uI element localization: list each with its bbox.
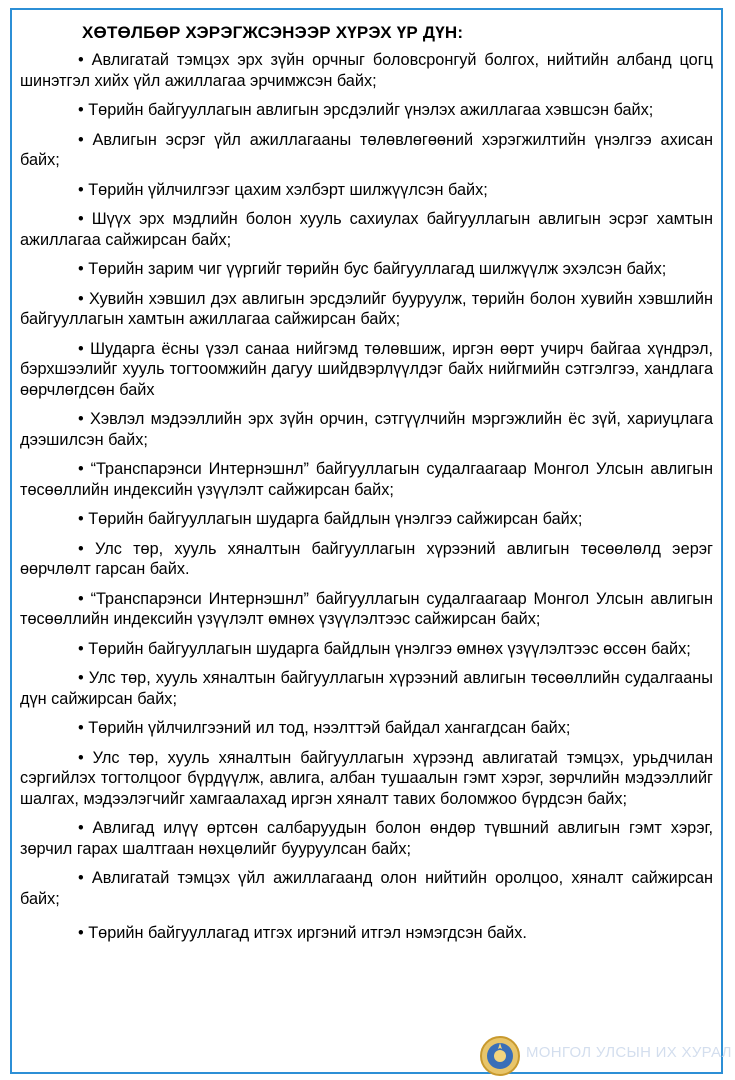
bullet-icon: • — [78, 589, 84, 608]
list-item-text: “Транспарэнси Интернэшнл” байгууллагын судалгаагаар Монгол Улсын авлигын төсөөллийн индексийн үзүүлэлт өмнөх үзүүлэлтээс сайжирсан байх; — [20, 589, 713, 628]
document-frame — [10, 8, 723, 1074]
bullet-icon: • — [78, 819, 84, 837]
bullet-icon: • — [78, 669, 84, 687]
list-item — [20, 130, 713, 171]
list-item-text: Төрийн үйлчилгээний ил тод, нээлттэй байдал хангагдсан байх; — [88, 719, 571, 737]
list-item — [20, 923, 713, 944]
list-item-text: Улс төр, хууль хяналтын байгууллагын хүрээний авлигын төсөөлөлд эерэг өөрчлөлт гарсан байх. — [20, 539, 713, 578]
list-item — [20, 409, 713, 450]
list-item-text: Шударга ёсны үзэл санаа нийгэмд төлөвшиж, иргэн өөрт учирч байгаа хүндрэл, бэрхшээлийг хууль тогтоомжийн дагуу шийдвэрлүүлдэг байх нийгмийн сэтгэлгээ, хандлага өөрчлөгдсөн байх — [20, 339, 713, 399]
bullet-icon: • — [78, 130, 84, 149]
list-item — [20, 339, 713, 401]
page-title: ХӨТӨЛБӨР ХЭРЭГЖСЭНЭЭР ХҮРЭХ ҮР ДҮН: — [82, 23, 464, 42]
list-item-text: Хэвлэл мэдээллийн эрх зүйн орчин, сэтгүүлчийн мэргэжлийн ёс зүй, хариуцлага дээшилсэн байх; — [20, 410, 713, 449]
list-item-text: Төрийн байгууллагын авлигын эрсдэлийг үнэлэх ажиллагаа хэвшсэн байх; — [88, 101, 654, 119]
bullet-icon: • — [78, 260, 84, 278]
watermark-text: МОНГОЛ УЛСЫН ИХ ХУРАЛ — [526, 1044, 732, 1061]
bullet-icon: • — [78, 510, 84, 528]
bullet-icon: • — [78, 339, 84, 358]
bullet-icon: • — [78, 410, 84, 428]
list-item — [20, 818, 713, 859]
list-item-text: Авлигад илүү өртсөн салбаруудын болон өндөр түвшний авлигын гэмт хэрэг, зөрчил гарах шалтгаан нөхцөлийг бууруулсан байх; — [20, 819, 713, 858]
list-item — [20, 50, 713, 91]
list-item-text: Төрийн байгууллагын шударга байдлын үнэлгээ өмнөх үзүүлэлтээс өссөн байх; — [88, 639, 691, 658]
list-item-text: Төрийн байгууллагад итгэх иргэний итгэл нэмэгдсэн байх. — [88, 924, 527, 942]
list-item — [20, 180, 713, 201]
list-item-text: Төрийн байгууллагын шударга байдлын үнэлгээ сайжирсан байх; — [88, 510, 583, 528]
bullet-icon: • — [78, 210, 84, 228]
list-item — [20, 259, 713, 280]
list-item-text: Авлигатай тэмцэх үйл ажиллагаанд олон нийтийн оролцоо, хяналт сайжирсан байх; — [20, 869, 713, 908]
bullet-icon: • — [78, 719, 84, 737]
bullet-icon: • — [78, 869, 84, 887]
bullet-icon: • — [78, 289, 84, 308]
bullet-icon: • — [78, 51, 84, 69]
list-item — [20, 289, 713, 330]
list-item-text: Улс төр, хууль хяналтын байгууллагын хүрээний авлигын төсөөллийн судалгааны дүн сайжирсан байх; — [20, 669, 713, 708]
list-item — [20, 209, 713, 250]
bullet-icon: • — [78, 101, 84, 119]
list-item — [20, 718, 713, 739]
list-item-text: Төрийн үйлчилгээг цахим хэлбэрт шилжүүлсэн байх; — [88, 180, 488, 199]
list-item — [20, 748, 713, 810]
list-item — [20, 868, 713, 909]
list-item — [20, 668, 713, 709]
document-content — [20, 22, 713, 953]
bullet-icon: • — [78, 539, 84, 558]
list-item — [20, 509, 713, 530]
list-item-text: Улс төр, хууль хяналтын байгууллагын хүрээнд авлигатай тэмцэх, урьдчилан сэргийлэх тогтолцоог бүрдүүлж, авлига, албан тушаалын гэмт хэрэг, зөрчлийн мэдээллийг шалгах, мэдээлэгчийг хамгаалахад иргэн хяналт тавих боломжоо бүрдсэн байх; — [20, 748, 713, 808]
results-list — [20, 50, 713, 944]
bullet-icon: • — [78, 460, 84, 478]
bullet-icon: • — [78, 639, 84, 658]
bullet-icon: • — [78, 748, 84, 767]
bullet-icon: • — [78, 180, 84, 199]
list-item-text: Төрийн зарим чиг үүргийг төрийн бус байгууллагад шилжүүлж эхэлсэн байх; — [88, 260, 667, 278]
bullet-icon: • — [78, 924, 84, 942]
list-item-text: Авлигын эсрэг үйл ажиллагааны төлөвлөгөөний хэрэгжилтийн үнэлгээ ахисан байх; — [20, 130, 713, 169]
list-item-text: Шүүх эрх мэдлийн болон хууль сахиулах байгууллагын авлигын эсрэг хамтын ажиллагаа сайжирсан байх; — [20, 210, 713, 249]
list-item — [20, 639, 713, 660]
list-item-text: Авлигатай тэмцэх эрх зүйн орчныг боловсронгуй болгох, нийтийн албанд цогц шинэтгэл хийх үйл ажиллагаа эрчимжсэн байх; — [20, 51, 713, 90]
list-item — [20, 539, 713, 580]
list-item-text: Хувийн хэвшил дэх авлигын эрсдэлийг бууруулж, төрийн болон хувийн хэвшлийн байгууллагын хамтын ажиллагаа сайжирсан байх; — [20, 289, 713, 328]
list-item-text: “Транспарэнси Интернэшнл” байгууллагын судалгаагаар Монгол Улсын авлигын төсөөллийн индексийн үзүүлэлт сайжирсан байх; — [20, 460, 713, 499]
list-item — [20, 589, 713, 630]
list-item — [20, 459, 713, 500]
list-item — [20, 100, 713, 121]
